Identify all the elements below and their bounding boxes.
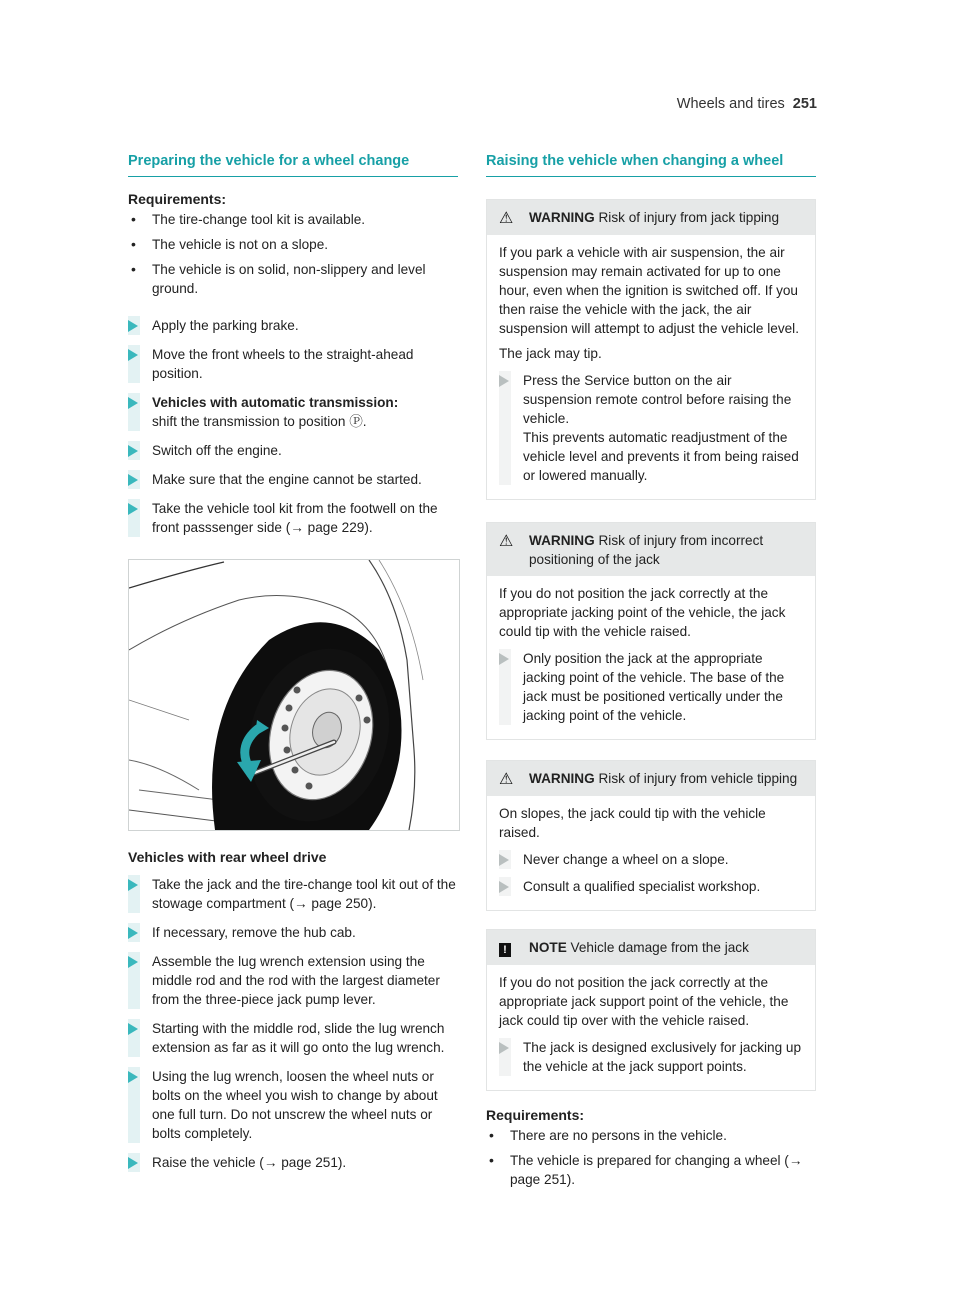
step-arrow-icon <box>499 877 511 896</box>
note-text: If you do not position the jack correctly at the appropriate jack support point of the vehicle, the jack could tip over with the vehicle raised. <box>499 975 789 1028</box>
step-item <box>499 649 803 725</box>
list-item: • There are no persons in the vehicle. <box>486 1126 816 1145</box>
step-text: Raise the vehicle (→ page 251). <box>152 1155 347 1170</box>
step-text: Vehicles with automatic transmission: shift the transmission to position Ⓟ. <box>152 395 399 429</box>
step-arrow-icon <box>499 1038 511 1076</box>
warning-text: The jack may tip. <box>499 346 602 361</box>
warning-triangle-icon: ⚠ <box>499 210 514 227</box>
warning-text: If you do not position the jack correctly at the appropriate jacking point of the vehicle, the jack could tip with the vehicle raised. <box>499 586 786 639</box>
step-arrow-icon <box>128 441 140 460</box>
step-arrow-icon <box>128 499 140 537</box>
step-arrow-icon <box>499 649 511 725</box>
header-section: Wheels and tires <box>676 96 785 112</box>
page-number: 251 <box>792 96 817 112</box>
warning-heading: Risk of injury from vehicle tipping <box>598 771 798 786</box>
step-text: Take the jack and the tire-change tool kit out of the stowage compartment (→ page 250). <box>152 877 456 911</box>
step-text: Make sure that the engine cannot be started. <box>152 472 422 487</box>
warning-label: WARNING <box>529 533 595 548</box>
step-arrow-icon <box>499 371 511 485</box>
exclamation-square-icon: ! <box>499 938 529 958</box>
warning-body <box>487 796 815 910</box>
warning-box-jack-tipping <box>486 199 816 500</box>
right-column <box>486 153 816 1195</box>
step-text: Switch off the engine. <box>152 443 282 458</box>
step-arrow-icon <box>128 1019 140 1057</box>
step-arrow-icon <box>128 316 140 335</box>
step-item <box>128 316 458 335</box>
step-arrow-icon <box>128 1067 140 1143</box>
step-arrow-icon <box>499 850 511 869</box>
list-item: • The vehicle is prepared for changing a wheel (→ page 251). <box>486 1151 816 1189</box>
wheel-illustration <box>128 559 460 831</box>
step-text: Consult a qualified specialist workshop. <box>523 879 761 894</box>
step-arrow-icon <box>128 393 140 431</box>
step-item <box>128 441 458 460</box>
step-text: Using the lug wrench, loosen the wheel nuts or bolts on the wheel you wish to change by about one full turn. Do not unscrew the wheel nuts or bolts completely. <box>152 1069 438 1141</box>
warning-heading: Risk of injury from incorrect positioning of the jack <box>529 533 764 567</box>
warning-heading: Risk of injury from jack tipping <box>598 210 780 225</box>
requirements-label: Requirements: <box>486 1107 585 1123</box>
warning-body <box>487 235 815 499</box>
step-item <box>128 393 458 431</box>
section-title-preparing: Preparing the vehicle for a wheel change <box>128 153 458 177</box>
step-item <box>128 1019 458 1057</box>
step-arrow-icon <box>128 345 140 383</box>
step-item <box>499 877 803 896</box>
step-item <box>499 850 803 869</box>
step-text: Never change a wheel on a slope. <box>523 852 729 867</box>
note-header <box>487 930 815 965</box>
step-item <box>128 345 458 383</box>
warning-box-incorrect-positioning <box>486 522 816 740</box>
subsection-title-rwd: Vehicles with rear wheel drive <box>128 849 327 865</box>
requirements-label: Requirements: <box>128 191 227 207</box>
warning-label: WARNING <box>529 771 595 786</box>
note-label: NOTE <box>529 940 567 955</box>
step-text: The jack is designed exclusively for jacking up the vehicle at the jack support points. <box>523 1040 802 1074</box>
step-text: Apply the parking brake. <box>152 318 299 333</box>
warning-header <box>487 761 815 796</box>
step-text: Press the Service button on the air suspension remote control before raising the vehicle. This prevents automatic readjustment of the vehicle level and prevents it from being raised or lowered manually. <box>523 373 799 483</box>
left-column <box>128 153 458 1182</box>
warning-triangle-icon: ⚠ <box>499 771 514 788</box>
note-box-jack-damage <box>486 929 816 1091</box>
step-item <box>128 499 458 537</box>
step-text: Only position the jack at the appropriate jacking point of the vehicle. The base of the jack must be positioned vertically under the jacking point of the vehicle. <box>523 651 785 723</box>
warning-header <box>487 200 815 235</box>
step-arrow-icon <box>128 875 140 913</box>
step-item <box>128 1153 458 1172</box>
step-item <box>128 875 458 913</box>
page-header <box>677 96 817 112</box>
step-item <box>499 1038 803 1076</box>
step-arrow-icon <box>128 1153 140 1172</box>
step-arrow-icon <box>128 952 140 1009</box>
step-item <box>499 371 803 485</box>
note-heading: Vehicle damage from the jack <box>570 940 749 955</box>
step-item <box>128 923 458 942</box>
list-item: • The vehicle is on solid, non-slippery and level ground. <box>128 260 458 298</box>
list-item: • The tire-change tool kit is available. <box>128 210 458 229</box>
warning-triangle-icon: ⚠ <box>499 533 514 550</box>
warning-box-vehicle-tipping <box>486 760 816 911</box>
step-item <box>128 1067 458 1143</box>
step-text: If necessary, remove the hub cab. <box>152 925 356 940</box>
requirements-list <box>128 210 458 298</box>
warning-header <box>487 523 815 576</box>
warning-text: On slopes, the jack could tip with the vehicle raised. <box>499 806 766 840</box>
requirements-list <box>486 1126 816 1189</box>
step-item <box>128 952 458 1009</box>
step-text: Move the front wheels to the straight-ahead position. <box>152 347 414 381</box>
warning-body <box>487 576 815 739</box>
warning-label: WARNING <box>529 210 595 225</box>
step-text: Starting with the middle rod, slide the lug wrench extension as far as it will go onto the lug wrench. <box>152 1021 445 1055</box>
wheel-change-image <box>129 560 459 830</box>
step-text: Assemble the lug wrench extension using the middle rod and the rod with the largest diameter from the three-piece jack pump lever. <box>152 954 440 1007</box>
step-arrow-icon <box>128 470 140 489</box>
section-title-raising: Raising the vehicle when changing a wheel <box>486 153 816 177</box>
step-item <box>128 470 458 489</box>
note-body <box>487 965 815 1090</box>
step-text: Take the vehicle tool kit from the footwell on the front passsenger side (→ page 229). <box>152 501 438 535</box>
warning-text: If you park a vehicle with air suspension, the air suspension may remain activated for up to one hour, even when the ignition is switched off. If you then raise the vehicle with the jack, the air suspension will attempt to adjust the vehicle level. <box>499 245 799 336</box>
step-arrow-icon <box>128 923 140 942</box>
list-item: • The vehicle is not on a slope. <box>128 235 458 254</box>
